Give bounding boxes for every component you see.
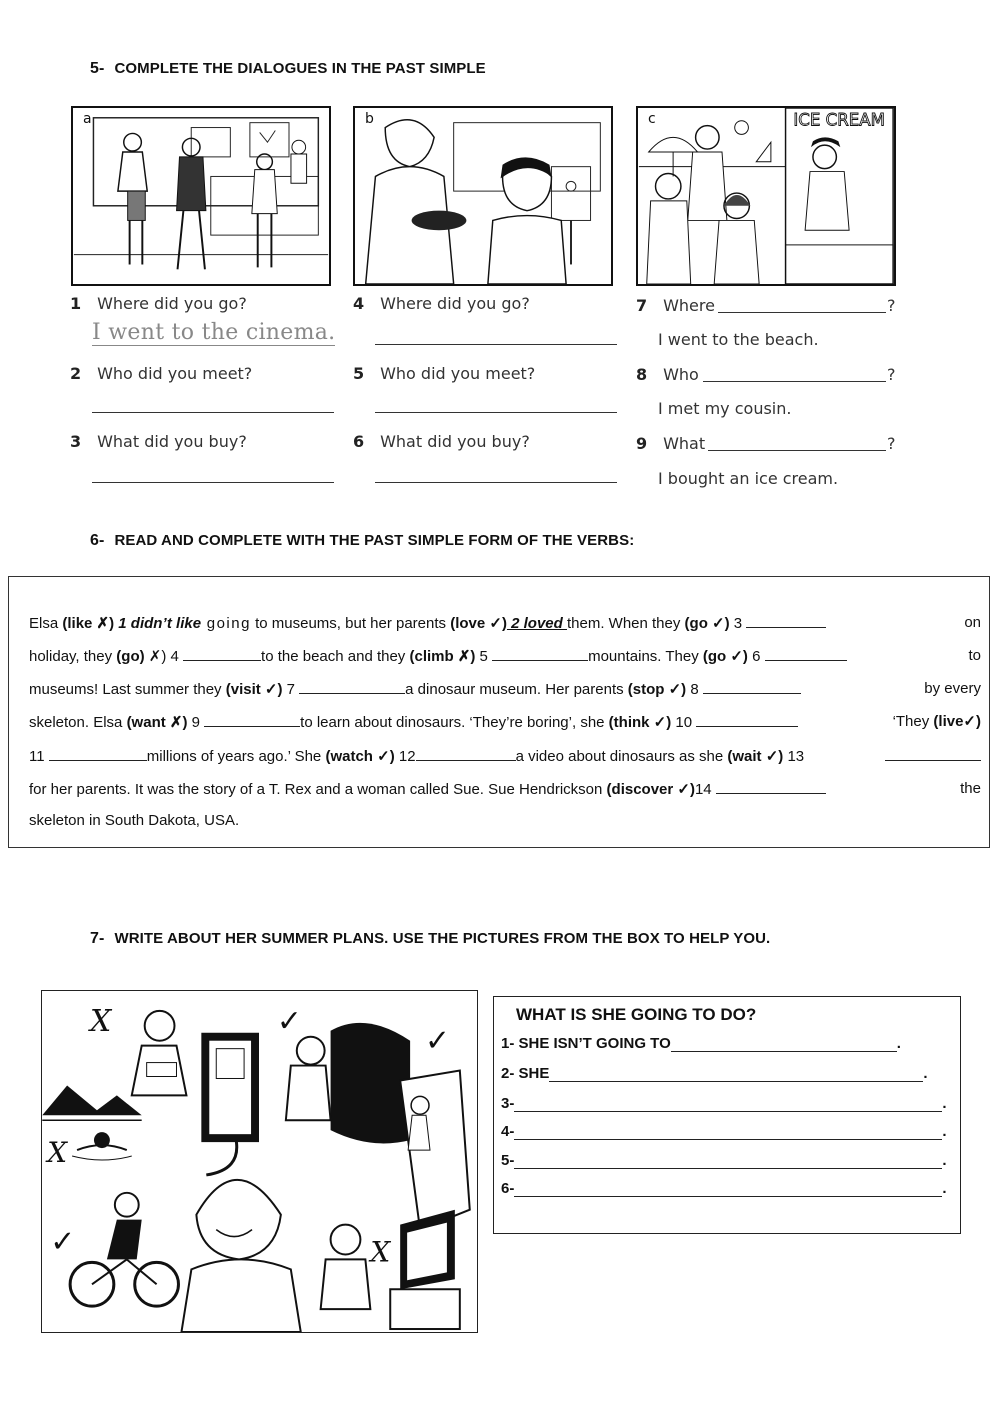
plan-line-5[interactable] — [514, 1155, 942, 1169]
text-row-1: Elsa (like ✗) 1 didn’t like going to museums, but her parents (love ✓) 2 loved them. When they (go ✓) 3 on — [29, 614, 981, 632]
cross-mark-1: X — [89, 1003, 112, 1039]
example-answer — [92, 320, 335, 345]
blank-13[interactable] — [885, 747, 981, 761]
question-text: Where did you go? — [97, 294, 247, 313]
blank-11[interactable] — [49, 747, 147, 761]
example-answer-text: I went to the cinema. — [92, 320, 336, 345]
plan-item-4: 4- . — [501, 1123, 947, 1140]
question-line-8[interactable] — [703, 381, 886, 382]
question-1 — [70, 294, 247, 313]
picture-c-letter: c — [648, 111, 656, 127]
question-2 — [70, 364, 252, 383]
plan-line-6[interactable] — [514, 1183, 942, 1197]
section5-title: COMPLETE THE DIALOGUES IN THE PAST SIMPLE — [114, 60, 486, 77]
summer-plans-answer-box — [493, 996, 961, 1234]
text-row-6: for her parents. It was the story of a T. Rex and a woman called Sue. Sue Hendrickson (discover ✓)14 the — [29, 780, 981, 798]
question-text: Who did you meet? — [380, 364, 536, 383]
shoe-shop-scene-illustration — [355, 108, 611, 284]
question-number: 5 — [353, 364, 365, 383]
question-6 — [353, 432, 530, 451]
picture-a — [71, 106, 331, 286]
section5-number: 5- — [90, 60, 105, 77]
given-answer-8: I met my cousin. — [658, 399, 792, 418]
text-row-2: holiday, they (go) ✗) 4 to the beach and they (climb ✗) 5 mountains. They (go ✓) 6 to — [29, 647, 981, 665]
blank-4[interactable] — [183, 647, 261, 661]
plan-label-5: 5- — [501, 1152, 515, 1169]
answer-line-2[interactable] — [92, 412, 334, 413]
summer-plans-pictures — [41, 990, 478, 1333]
question-mark-7: ? — [887, 296, 896, 315]
question-4 — [353, 294, 530, 313]
text-row-7: skeleton in South Dakota, USA. — [29, 812, 240, 829]
text-row-5: 11 millions of years ago.’ She (watch ✓) 12 a video about dinosaurs as she (wait ✓) 13 — [29, 747, 981, 766]
blank-12[interactable] — [416, 747, 516, 761]
question-text: What did you buy? — [380, 432, 530, 451]
section5-heading — [90, 60, 486, 78]
plan-item-3: 3- . — [501, 1095, 947, 1112]
blank-6[interactable] — [765, 647, 847, 661]
summer-activities-illustration — [42, 991, 477, 1332]
plan-item-5: 5- . — [501, 1152, 947, 1169]
plan-line-1[interactable] — [671, 1038, 897, 1052]
section7-title: WRITE ABOUT HER SUMMER PLANS. USE THE PICTURES FROM THE BOX TO HELP YOU. — [114, 930, 771, 947]
picture-b — [353, 106, 613, 286]
plan-line-4[interactable] — [514, 1126, 942, 1140]
plan-item-1: 1- SHE ISN’T GOING TO . — [501, 1035, 901, 1052]
question-number: 8 — [636, 365, 648, 384]
given-answer-9: I bought an ice cream. — [658, 469, 839, 488]
plan-label-4: 4- — [501, 1123, 515, 1140]
question-number: 7 — [636, 296, 648, 315]
plan-label-1: 1- SHE ISN’T GOING TO — [501, 1035, 671, 1052]
question-number: 6 — [353, 432, 365, 451]
text-row-4: skeleton. Elsa (want ✗) 9 to learn about dinosaurs. ‘They’re boring’, she (think ✓) 10 ‘They (live✓) — [29, 713, 981, 731]
text-row-3: museums! Last summer they (visit ✓) 7 a dinosaur museum. Her parents (stop ✓) 8 by every — [29, 680, 981, 698]
answer-line-3[interactable] — [92, 482, 334, 483]
blank-3[interactable] — [746, 614, 826, 628]
answer-line-6[interactable] — [375, 482, 617, 483]
answer-line-4[interactable] — [375, 344, 617, 345]
question-number: 3 — [70, 432, 82, 451]
plan-line-3[interactable] — [514, 1098, 942, 1112]
ice-cream-shop-sign: ICE CREAM — [793, 110, 885, 130]
section7-number: 7- — [90, 930, 105, 947]
ice-cream-beach-scene-illustration — [638, 108, 894, 284]
question-number: 9 — [636, 434, 648, 453]
cinema-scene-illustration — [73, 108, 329, 284]
cross-mark-3: X — [370, 1235, 391, 1269]
answer-box-title: WHAT IS SHE GOING TO DO? — [516, 1005, 757, 1024]
section6-heading — [90, 532, 634, 550]
blank-14[interactable] — [716, 780, 826, 794]
question-text: What did you buy? — [97, 432, 247, 451]
section7-heading — [90, 930, 770, 948]
question-number: 1 — [70, 294, 82, 313]
section6-title: READ AND COMPLETE WITH THE PAST SIMPLE FORM OF THE VERBS: — [114, 532, 635, 549]
check-mark-3: ✓ — [50, 1224, 76, 1260]
answer-line-5[interactable] — [375, 412, 617, 413]
question-text: Where did you go? — [380, 294, 530, 313]
plan-label-2: 2- SHE — [501, 1065, 550, 1082]
picture-c — [636, 106, 896, 286]
question-text: What — [663, 434, 706, 453]
blank-8[interactable] — [703, 680, 801, 694]
question-text: Who did you meet? — [97, 364, 253, 383]
blank-5[interactable] — [492, 647, 588, 661]
question-number: 4 — [353, 294, 365, 313]
question-8 — [636, 365, 699, 384]
question-3 — [70, 432, 247, 451]
question-number: 2 — [70, 364, 82, 383]
blank-9[interactable] — [204, 713, 300, 727]
check-mark-1: ✓ — [276, 1003, 302, 1039]
question-line-9[interactable] — [708, 450, 886, 451]
plan-item-6: 6- . — [501, 1180, 947, 1197]
plan-label-3: 3- — [501, 1095, 515, 1112]
question-mark-8: ? — [887, 365, 896, 384]
reading-text-box — [8, 576, 990, 848]
check-mark-2: ✓ — [425, 1023, 451, 1059]
question-mark-9: ? — [887, 434, 896, 453]
plan-label-6: 6- — [501, 1180, 515, 1197]
picture-a-letter: a — [83, 111, 92, 127]
given-answer-7: I went to the beach. — [658, 330, 819, 349]
cross-mark-2: X — [47, 1135, 68, 1169]
question-line-7[interactable] — [718, 312, 886, 313]
question-7 — [636, 296, 715, 315]
question-text: Where — [663, 296, 715, 315]
blank-7[interactable] — [299, 680, 405, 694]
plan-line-2[interactable] — [549, 1068, 923, 1082]
blank-10[interactable] — [696, 713, 798, 727]
question-9 — [636, 434, 705, 453]
picture-b-letter: b — [365, 111, 374, 127]
question-5 — [353, 364, 535, 383]
plan-item-2: 2- SHE . — [501, 1065, 928, 1082]
section6-number: 6- — [90, 532, 105, 549]
question-text: Who — [663, 365, 699, 384]
